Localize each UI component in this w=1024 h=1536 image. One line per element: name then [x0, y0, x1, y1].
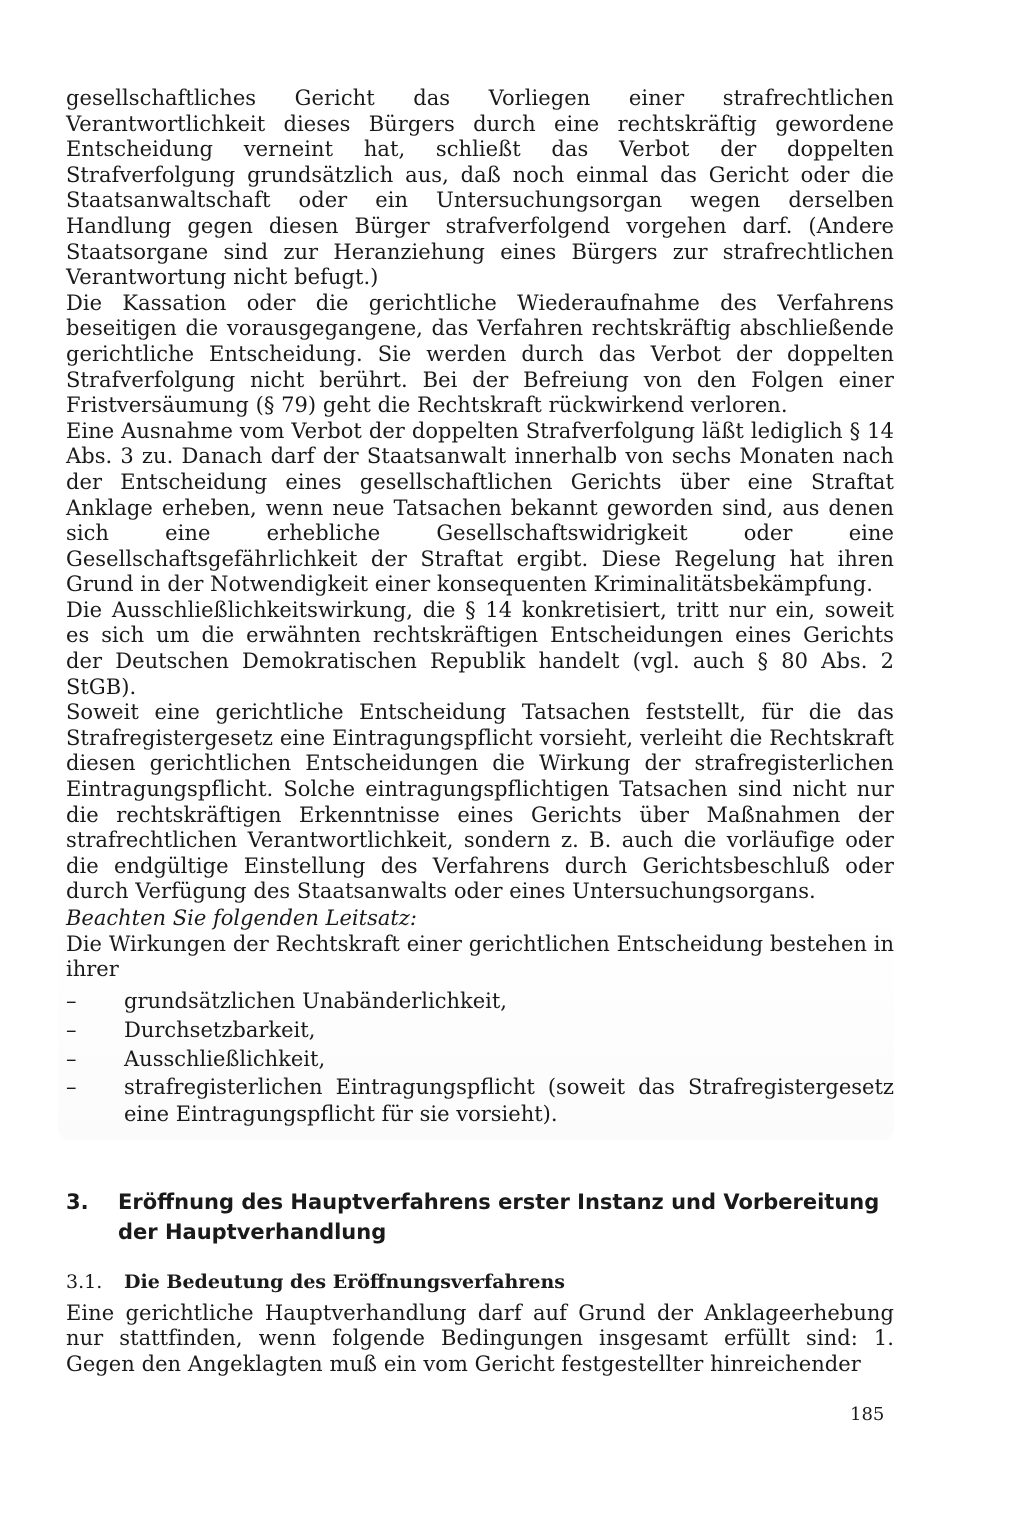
- subsection-number: 3.1.: [66, 1270, 103, 1293]
- list-item-text: grundsätzlichen Unabänderlichkeit,: [124, 988, 507, 1013]
- section-number: 3.: [66, 1189, 89, 1214]
- list-item: [66, 987, 894, 1016]
- paragraph-eintragungspflicht: Soweit eine gerichtliche Entscheidung Tatsachen feststellt, für die das Strafregistergesetz eine Eintragungspflicht vorsieht, verleiht die Rechtskraft diesen gerichtlichen Entscheidungen die Wirkung der strafregisterlichen Eintragungspflicht. Solche eintragungspflichtigen Tatsachen sind nicht nur die rechtskräftigen Erkenntnisse eines Gerichts über Maßnahmen der strafrechtlichen Verantwortlichkeit, sondern z. B. auch die vorläufige oder die endgültige Einstellung des Verfahrens durch Gerichtsbeschluß oder durch Verfügung des Staatsanwalts oder eines Untersuchungsorgans.: [66, 700, 894, 904]
- dash-bullet: –: [66, 988, 77, 1013]
- leitsatz-box: [58, 906, 894, 1140]
- subsection-heading: [66, 1269, 894, 1295]
- paragraph-eroeffnung: Eine gerichtliche Hauptverhandlung darf auf Grund der Anklageerhebung nur stattfinden, wenn folgende Bedingungen insgesamt erfüllt sind: 1. Gegen den Angeklagten muß ein vom Gericht festgestellter hinreichender: [66, 1300, 894, 1376]
- page-number: 185: [850, 1404, 885, 1425]
- subsection-title: Die Bedeutung des Eröffnungsverfahrens: [124, 1270, 565, 1293]
- dash-bullet: –: [66, 1074, 77, 1099]
- paragraph-ausnahme: Eine Ausnahme vom Verbot der doppelten Strafverfolgung läßt lediglich § 14 Abs. 3 zu. Danach darf der Staatsanwalt innerhalb von sechs Monaten nach der Entscheidung eines gesellschaftlichen Gerichts über eine Straftat Anklage erheben, wenn neue Tatsachen bekannt geworden sind, aus denen sich eine erhebliche Gesellschaftswidrigkeit oder eine Gesellschaftsgefährlichkeit der Straftat ergibt. Diese Regelung hat ihren Grund in der Notwendigkeit einer konsequenten Kriminalitätsbekämpfung.: [66, 418, 894, 597]
- list-item: [66, 1016, 894, 1045]
- dash-bullet: –: [66, 1017, 77, 1042]
- list-item-text: strafregisterlichen Eintragungspflicht (soweit das Strafregistergesetz eine Eintragungspflicht für sie vorsieht).: [124, 1074, 894, 1126]
- paragraph-ausschliesslichkeitswirkung: Die Ausschließlichkeitswirkung, die § 14 konkretisiert, tritt nur ein, soweit es sich um die erwähnten rechtskräftigen Entscheidungen eines Gerichts der Deutschen Demokratischen Republik handelt (vgl. auch § 80 Abs. 2 StGB).: [66, 597, 894, 699]
- document-page: [66, 86, 894, 1378]
- list-item: [66, 1045, 894, 1074]
- list-item-text: Ausschließlichkeit,: [124, 1046, 326, 1071]
- leitsatz-list: [66, 987, 894, 1128]
- leitsatz-title: Beachten Sie folgenden Leitsatz:: [66, 906, 417, 930]
- leitsatz-intro: Die Wirkungen der Rechtskraft einer gerichtlichen Entscheidung bestehen in ihrer: [66, 931, 894, 982]
- list-item-text: Durchsetzbarkeit,: [124, 1017, 316, 1042]
- paragraph-verbot-doppelte-strafverfolgung: gesellschaftliches Gericht das Vorliegen einer strafrechtlichen Verantwortlichkeit dieses Bürgers durch eine rechtskräftig gewordene Entscheidung verneint hat, schließt das Verbot der doppelten Strafverfolgung grundsätzlich aus, daß noch einmal das Gericht oder die Staatsanwaltschaft oder ein Untersuchungsorgan wegen derselben Handlung gegen diesen Bürger strafverfolgend vorgehen darf. (Andere Staatsorgane sind zur Heranziehung eines Bürgers zur strafrechtlichen Verantwortung nicht befugt.): [66, 86, 894, 290]
- section-title: Eröffnung des Hauptverfahrens erster Instanz und Vorbereitung der Hauptverhandlung: [118, 1189, 880, 1244]
- paragraph-kassation: Die Kassation oder die gerichtliche Wiederaufnahme des Verfahrens beseitigen die vorausgegangene, das Verfahren rechtskräftig abschließende gerichtliche Entscheidung. Sie werden durch das Verbot der doppelten Strafverfolgung nicht berührt. Bei der Befreiung von den Folgen einer Fristversäumung (§ 79) geht die Rechtskraft rückwirkend verloren.: [66, 290, 894, 418]
- dash-bullet: –: [66, 1046, 77, 1071]
- list-item: [66, 1074, 894, 1128]
- section-heading: [66, 1187, 894, 1247]
